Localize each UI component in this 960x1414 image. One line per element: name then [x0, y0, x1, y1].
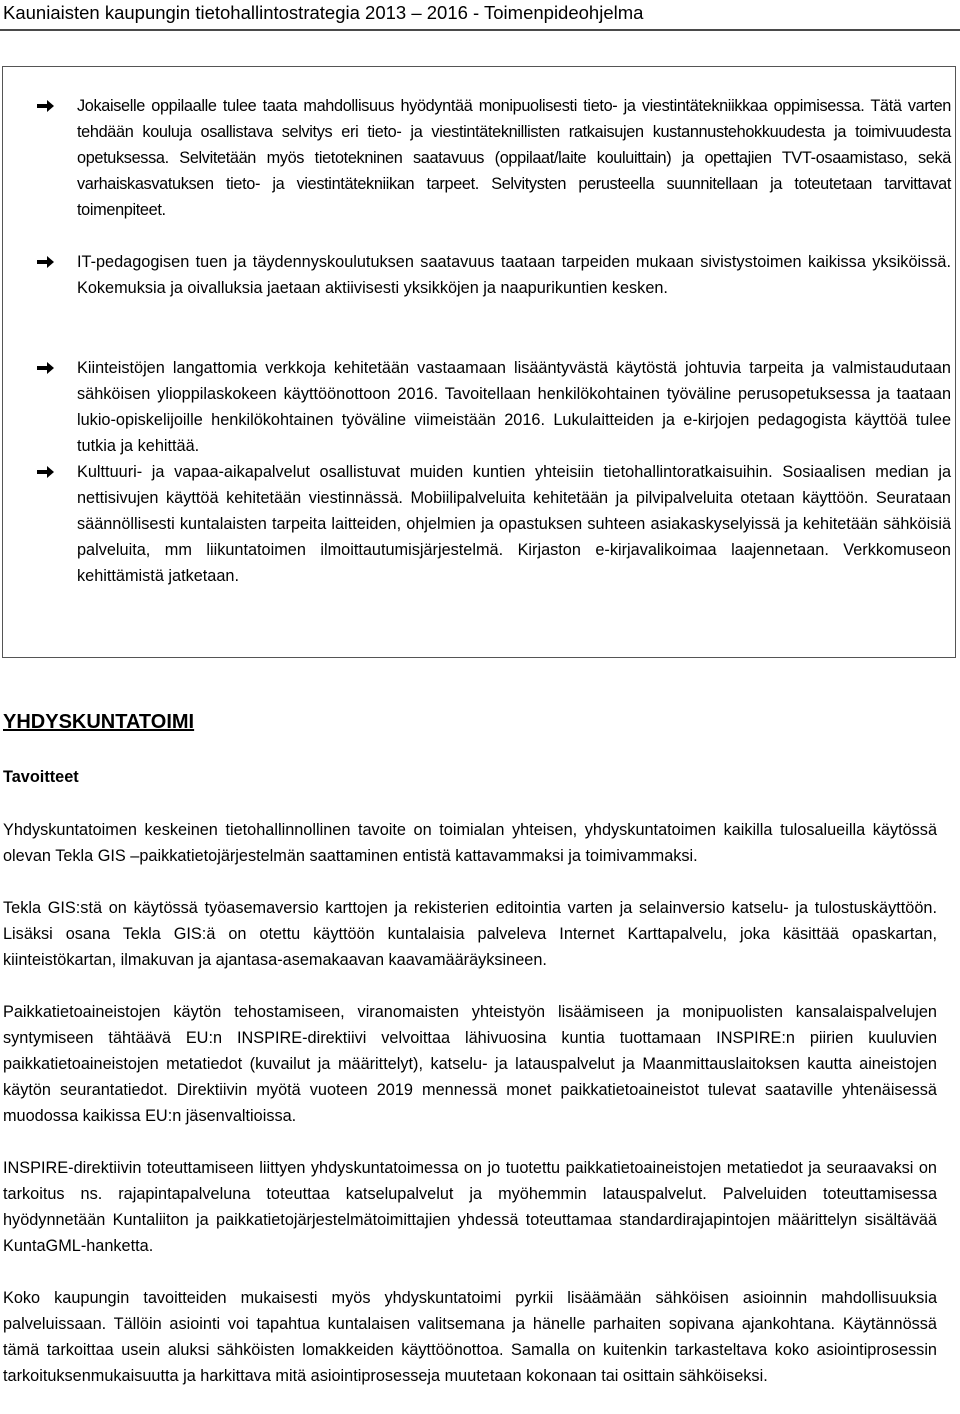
- section-subtitle: Tavoitteet: [3, 768, 79, 786]
- paragraph: Tekla GIS:stä on käytössä työasemaversio karttojen ja rekisterien editointia varten ja selainversio katselu- ja tulostuskäyttöön. Lisäksi osana Tekla GIS:ä on otettu käyttöön kuntalaisia palveleva Internet Karttapalvelu, joka käsittää opaskartan, kiinteistökartan, ilmakuvan ja ajantasa-asemakaavan kaavamääräyksineen.: [3, 899, 937, 969]
- arrow-right-icon: [37, 465, 55, 479]
- paragraph: Yhdyskuntatoimen keskeinen tietohallinnollinen tavoite on toimialan yhteisen, yhdyskuntatoimen kaikilla tulosalueilla käytössä olevan Tekla GIS –paikkatietojärjestelmän saattaminen entistä kattavammaksi ja toimivammaksi.: [3, 821, 937, 865]
- header-divider: [0, 29, 960, 31]
- arrow-right-icon: [37, 361, 55, 375]
- bullet-text: Kiinteistöjen langattomia verkkoja kehitetään vastaamaan lisääntyvästä käytöstä johtuvia tarpeita ja valmistaudutaan sähköisen ylioppilaskokeen käyttöönottoon 2016. Tavoitellaan henkilökohtainen työväline perusopetuksessa ja taataan lukio-opiskelijoille henkilökohtainen työväline viimeistään 2016. Lukulaitteiden ja e-kirjojen pedagogista käyttöä tulee tutkia ja kehittää.: [77, 359, 951, 455]
- bullet-text: IT-pedagogisen tuen ja täydennyskoulutuksen saatavuus taataan tarpeiden mukaan sivistystoimen kaikissa yksiköissä. Kokemuksia ja oivalluksia jaetaan aktiivisesti yksikköjen ja naapurikuntien kesken.: [77, 253, 951, 297]
- arrow-right-icon: [37, 99, 55, 113]
- document-header-title: Kauniaisten kaupungin tietohallintostrategia 2013 – 2016 - Toimenpideohjelma: [3, 2, 644, 23]
- arrow-right-icon: [37, 255, 55, 269]
- paragraph: Paikkatietoaineistojen käytön tehostamiseen, viranomaisten yhteistyön lisäämiseen ja monipuolisten kansalaispalvelujen syntymiseen tähtäävä EU:n INSPIRE-direktiivi velvoittaa lähivuosina kuntia tuottamaan INSPIRE:n piirien kuuluvien paikkatietoaineistojen metatiedot (kuvailut ja määrittelyt), katselu- ja latauspalvelut ja Maanmittauslaitoksen kautta aineistojen käytön seurantatiedot. Direktiivin myötä vuoteen 2019 mennessä monet paikkatietoaineistot tulevat saataville yhtenäisessä muodossa kaikissa EU:n jäsenvaltioissa.: [3, 1003, 937, 1125]
- bullet-text: Jokaiselle oppilaalle tulee taata mahdollisuus hyödyntää monipuolisesti tieto- ja viestintätekniikkaa oppimisessa. Tätä varten tehdään kouluja osallistava selvitys eri tieto- ja viestintäteknillisten ratkaisujen kustannustehokkuudesta ja toimivuudesta opetuksessa. Selvitetään myös tietotekninen saatavuus (oppilaat/laite kouluittain) ja opettajien TVT-osaamistaso, sekä varhaiskasvatuksen tieto- ja viestintätekniikan tarpeet. Selvitysten perusteella suunnitellaan ja toteutetaan tarvittavat toimenpiteet.: [77, 97, 951, 219]
- paragraph: Koko kaupungin tavoitteiden mukaisesti myös yhdyskuntatoimi pyrkii lisäämään sähköisen asioinnin mahdollisuuksia palveluissaan. Tällöin asiointi voi tapahtua kuntalaisen valitsemana ja hänelle parhaiten sopivana ajankohtana. Käytännössä tämä tarkoittaa usein aluksi sähköisten lomakkeiden käyttöönottoa. Samalla on kuitenkin tarkasteltava koko asiointiprosessin tarkoituksenmukaisuutta ja harkittava mitä asiointiprosesseja muutetaan kokonaan tai osittain sähköiseksi.: [3, 1289, 937, 1385]
- paragraph: INSPIRE-direktiivin toteuttamiseen liittyen yhdyskuntatoimessa on jo tuotettu paikkatietoaineistojen metatiedot ja seuraavaksi on tarkoitus ns. rajapintapalveluna toteuttaa katselupalvelut ja myöhemmin latauspalvelut. Palveluiden toteuttamisessa hyödynnetään Kuntaliiton ja paikkatietojärjestelmätoimittajien yhdessä toteuttamaa standardirajapintojen määrittelyn sisältävää KuntaGML-hanketta.: [3, 1159, 937, 1255]
- bullet-text: Kulttuuri- ja vapaa-aikapalvelut osallistuvat muiden kuntien yhteisiin tietohallintoratkaisuihin. Sosiaalisen median ja nettisivujen käyttöä kehitetään viestinnässä. Mobiilipalveluita kehitetään ja pilvipalveluita otetaan käyttöön. Seurataan säännöllisesti kuntalaisten tarpeita laitteiden, ohjelmien ja opastuksen suhteen asiakaskyselyissä ja kehitetään sähköisiä palveluita, mm liikuntatoimen ilmoittautumisjärjestelmä. Kirjaston e-kirjavalikoimaa laajennetaan. Verkkomuseon kehittämistä jatketaan.: [77, 463, 951, 585]
- section-title: YHDYSKUNTATOIMI: [3, 711, 195, 733]
